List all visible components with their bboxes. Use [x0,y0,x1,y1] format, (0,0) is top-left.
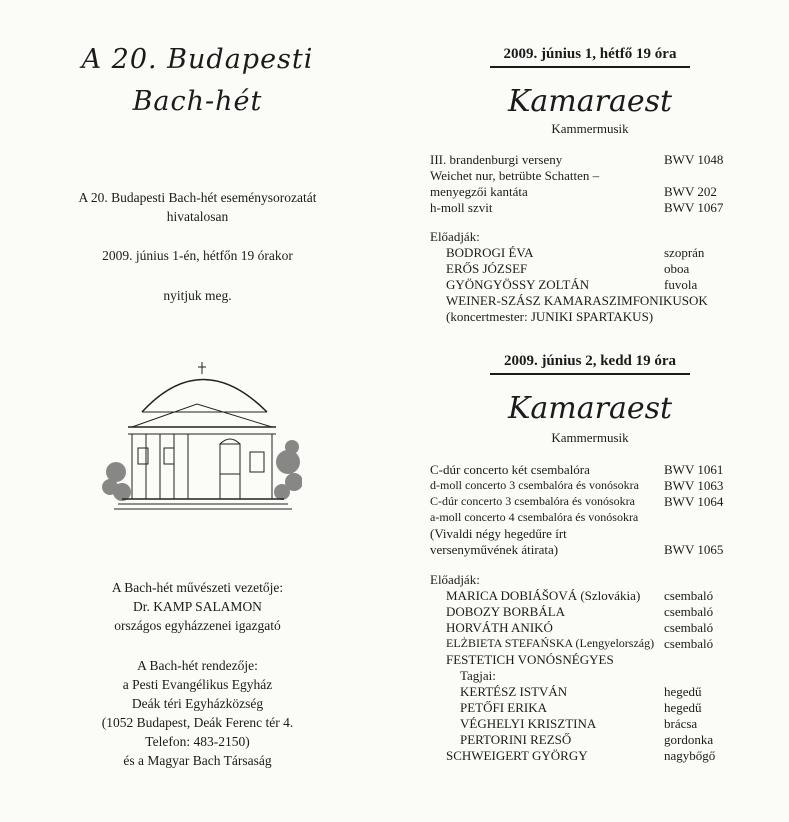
concert2-last-performer-role: nagybőgő [664,748,716,763]
organizer-label: A Bach-hét rendezője: [137,658,258,673]
organizer-line1: a Pesti Evangélikus Egyház [122,677,273,692]
concert2-member-role: brácsa [664,716,698,731]
concert2-member-name: PETŐFI ERIKA [460,700,548,715]
concert2-performer-role: csembaló [664,604,714,619]
church-illustration [102,352,302,517]
concert2-performer-role: csembaló [664,588,714,603]
concert1-bwv: BWV 1048 [664,152,724,167]
concert2-member-name: PERTORINI REZSŐ [460,732,572,747]
concert1-performer-name: ERŐS JÓZSEF [446,261,528,276]
concert1-subtitle: Kammermusik [551,121,629,136]
concert1-performers-label: Előadják: [430,229,480,244]
concert2-bwv: BWV 1065 [664,542,724,557]
concert2-performer-name: HORVÁTH ANIKÓ [446,620,553,635]
concert1-work: Weichet nur, betrübte Schatten – [430,168,600,183]
concert2-performer-name: ELŻBIETA STEFAŃSKA (Lengyelország) [446,636,655,650]
intro-line2: hivatalosan [166,209,229,224]
concert2-bwv: BWV 1063 [664,478,724,493]
concert2-performer-role: csembaló [664,620,714,635]
concert2-bwv: BWV 1061 [664,462,724,477]
concert2-member-name: KERTÉSZ ISTVÁN [460,684,568,699]
concert2-date: 2009. június 2, kedd 19 óra [503,353,677,369]
concert2-work: C-dúr concerto 3 csembalóra és vonósokra [430,494,635,508]
concert2-work: (Vivaldi négy hegedűre írt [430,526,567,541]
concert1-performer-role: fuvola [664,277,698,292]
organizer-line4: Telefon: 483-2150) [145,734,250,749]
organizer-line2: Deák téri Egyházközség [131,696,264,711]
concert1-bwv: BWV 1067 [664,200,724,215]
concert1-performer-role: szoprán [664,245,705,260]
artistic-director-label: A Bach-hét művészeti vezetője: [111,580,284,595]
concert1-performer-name: BODROGI ÉVA [446,245,534,260]
concert1-title: Kamaraest [507,84,673,119]
main-title-line1: A 20. Budapesti [81,44,314,75]
concert2-rule [490,373,690,375]
main-title-line2: Bach-hét [132,86,263,117]
concert2-member-role: hegedű [664,700,702,715]
concert2-performer-role: csembaló [664,636,714,651]
concert1-rule [490,66,690,68]
concert2-work: C-dúr concerto két csembalóra [430,462,590,477]
intro-line1: A 20. Budapesti Bach-hét eseménysorozatát [78,190,317,205]
concert1-performer-name: WEINER-SZÁSZ KAMARASZIMFONIKUSOK [446,293,708,308]
concert1-performer-name: GYÖNGYÖSSY ZOLTÁN [446,277,590,292]
concert2-performers-label: Előadják: [430,572,480,587]
concert2-performer-name: DOBOZY BORBÁLA [446,604,566,619]
concert1-work: h-moll szvit [430,200,493,215]
concert1-date: 2009. június 1, hétfő 19 óra [503,46,677,62]
concert2-subtitle: Kammermusik [551,430,629,445]
concert2-title: Kamaraest [507,391,673,426]
concert1-work: III. brandenburgi verseny [430,152,563,167]
concert1-performer-name: (koncertmester: JUNIKI SPARTAKUS) [446,309,654,324]
organizer-line3: (1052 Budapest, Deák Ferenc tér 4. [101,715,294,730]
concert2-member-role: hegedű [664,684,702,699]
concert1-work: menyegzői kantáta [430,184,528,199]
intro-end: nyitjuk meg. [163,288,232,303]
concert2-performer-name: FESTETICH VONÓSNÉGYES [446,652,614,667]
concert2-bwv: BWV 1064 [664,494,724,509]
concert2-members-label: Tagjai: [460,668,496,683]
concert2-performer-name: MARICA DOBIÁŠOVÁ (Szlovákia) [446,588,641,603]
artistic-director-role: országos egyházzenei igazgató [114,618,281,633]
organizer-line5: és a Magyar Bach Társaság [123,753,272,768]
concert1-bwv: BWV 202 [664,184,717,199]
concert2-member-name: VÉGHELYI KRISZTINA [460,716,597,731]
intro-date: 2009. június 1-én, hétfőn 19 órakor [102,248,293,263]
concert2-last-performer-name: SCHWEIGERT GYÖRGY [446,748,588,763]
concert1-performer-role: oboa [664,261,690,276]
concert2-work: d-moll concerto 3 csembalóra és vonósokra [430,478,639,492]
concert2-work: versenyművének átirata) [430,542,559,557]
artistic-director-name: Dr. KAMP SALAMON [133,599,262,614]
concert2-member-role: gordonka [664,732,714,747]
concert2-work: a-moll concerto 4 csembalóra és vonósokra [430,510,639,524]
